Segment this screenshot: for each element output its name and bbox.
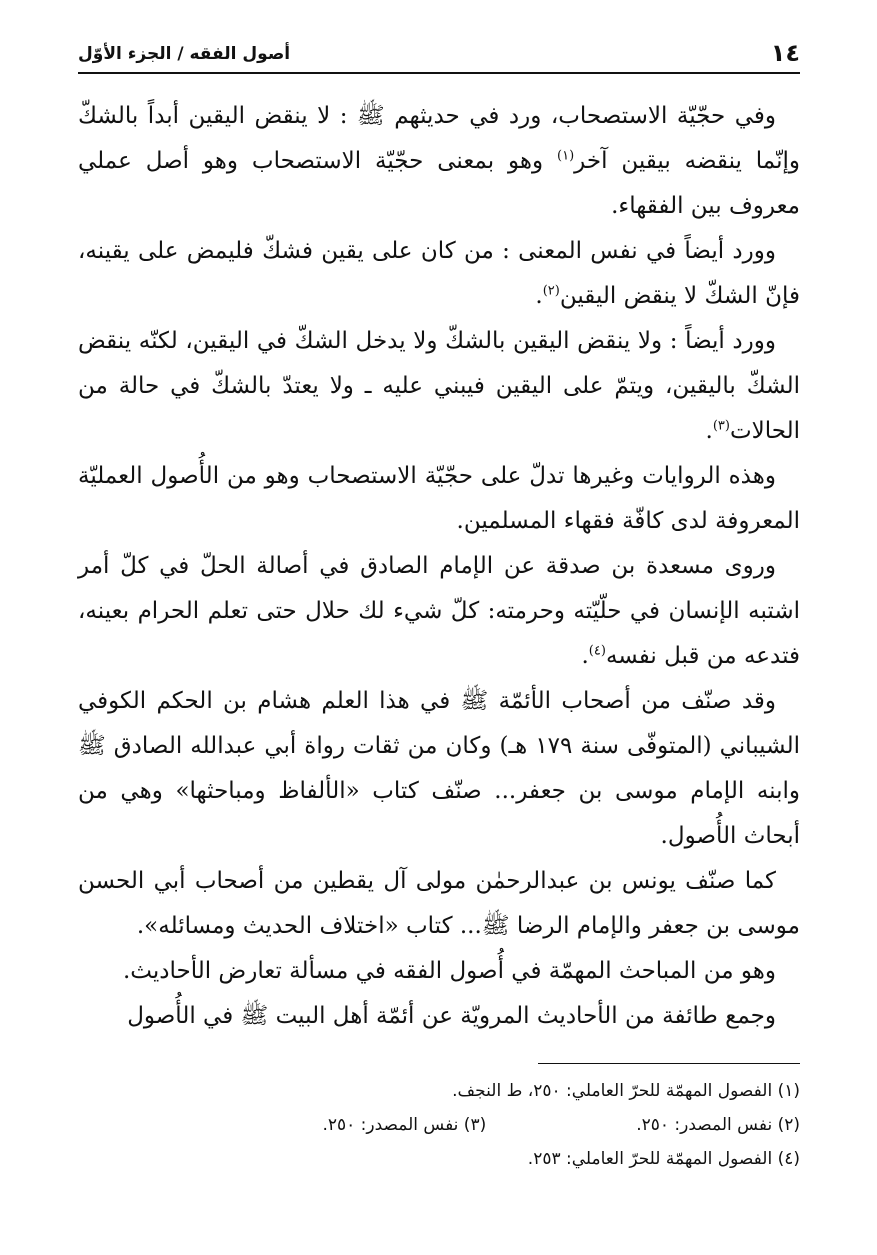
paragraph: كما صنّف يونس بن عبدالرحمٰن مولى آل يقطين من أصحاب أبي الحسن موسى بن جعفر والإمام الرضا ﷺ... كتاب «اختلاف الحديث ومسائله». — [78, 868, 800, 939]
page-header — [78, 28, 800, 74]
footnote-4: (٤) الفصول المهمّة للحرّ العاملي: ٢٥٣. — [527, 1149, 800, 1169]
paragraph: وورد أيضاً في نفس المعنى : من كان على يقين فشكّ فليمض على يقينه، فإنّ الشكّ لا ينقض اليقين$^{(٢)}$. — [78, 238, 800, 309]
footnotes — [78, 1074, 800, 1176]
running-title: أصول الفقه / الجزء الأوّل — [78, 44, 291, 64]
paragraph: وروى مسعدة بن صدقة عن الإمام الصادق في أصالة الحلّ في كلّ أمر اشتبه الإنسان في حلّيّته وحرمته: كلّ شيء لك حلال حتى تعلم الحرام بعينه، فتدعه من قبل نفسه$^{(٤)}$. — [78, 553, 800, 669]
paragraph: وهذه الروايات وغيرها تدلّ على حجّيّة الاستصحاب وهو من الأُصول العمليّة المعروفة لدى كافّة فقهاء المسلمين. — [78, 463, 800, 534]
footnote-ref: (٢) — [542, 283, 560, 299]
body-text — [78, 94, 800, 1039]
footnote-3: (٣) نفس المصدر: ٢٥٠. — [322, 1115, 487, 1135]
footnote-separator — [538, 1063, 800, 1064]
paragraph: وهو من المباحث المهمّة في أُصول الفقه في مسألة تعارض الأحاديث. — [122, 958, 776, 984]
paragraph: وقد صنّف من أصحاب الأئمّة ﷺ في هذا العلم هشام بن الحكم الكوفي الشيباني (المتوفّى سنة ١٧٩ هـ) وكان من ثقات رواة أبي عبدالله الصادق ﷺ وابنه الإمام موسى بن جعفر... صنّف كتاب «الألفاظ ومباحثها» وهي من أبحاث الأُصول. — [78, 688, 800, 849]
paragraph: وورد أيضاً : ولا ينقض اليقين بالشكّ ولا يدخل الشكّ في اليقين، لكنّه ينقض الشكّ باليقين، ويتمّ على اليقين فيبني عليه ـ ولا يعتدّ بالشكّ في حالة من الحالات$^{(٣)}$. — [78, 328, 800, 444]
paragraph: وجمع طائفة من الأحاديث المرويّة عن أئمّة أهل البيت ﷺ في الأُصول — [127, 1003, 776, 1029]
footnote-1: (١) الفصول المهمّة للحرّ العاملي: ٢٥٠، ط النجف. — [452, 1081, 800, 1101]
document-page — [78, 28, 800, 1176]
footnote-ref: (١) — [557, 148, 575, 164]
footnote-2: (٢) نفس المصدر: ٢٥٠. — [636, 1115, 800, 1135]
footnote-ref: (٤) — [588, 643, 606, 659]
page-number: ١٤ — [770, 39, 800, 67]
footnote-ref: (٣) — [712, 418, 730, 434]
paragraph: وفي حجّيّة الاستصحاب، ورد في حديثهم ﷺ : لا ينقض اليقين أبداً بالشكّ وإنّما ينقضه بيقين آخر$^{(١)}$ وهو بمعنى حجّيّة الاستصحاب وهو أصل عملي معروف بين الفقهاء. — [78, 103, 800, 219]
footnote-row — [78, 1108, 800, 1142]
